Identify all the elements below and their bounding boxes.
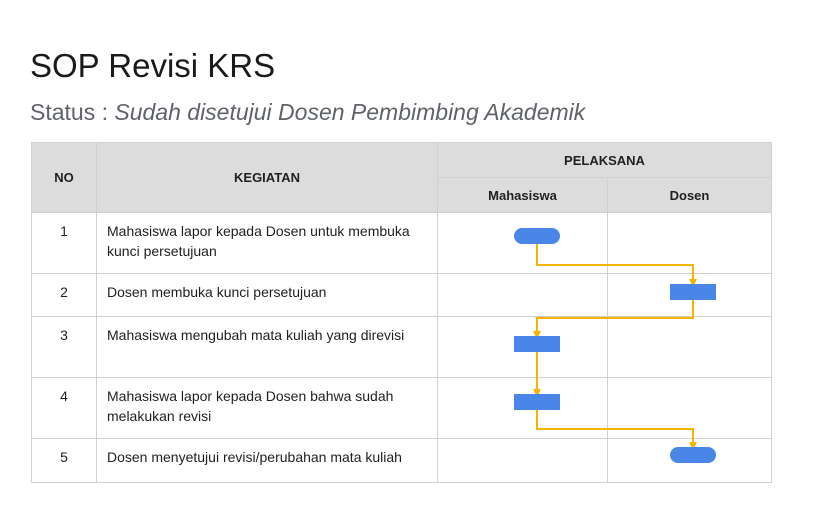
sop-table (31, 142, 772, 483)
lane-mahasiswa-cell (438, 274, 608, 317)
document-status (30, 96, 585, 128)
row-activity: Mahasiswa mengubah mata kuliah yang direvisi (97, 317, 438, 378)
header-activity: KEGIATAN (97, 143, 438, 213)
lane-dosen-cell (608, 439, 772, 483)
row-number: 3 (32, 317, 97, 378)
lane-mahasiswa-cell (438, 317, 608, 378)
table-row (32, 317, 772, 378)
lane-mahasiswa-cell (438, 378, 608, 439)
table-row (32, 378, 772, 439)
row-number: 5 (32, 439, 97, 483)
row-activity: Mahasiswa lapor kepada Dosen untuk membuka kunci persetujuan (97, 213, 438, 274)
lane-mahasiswa-cell (438, 213, 608, 274)
row-number: 2 (32, 274, 97, 317)
lane-mahasiswa-cell (438, 439, 608, 483)
header-no: NO (32, 143, 97, 213)
header-executor-mahasiswa: Mahasiswa (438, 178, 608, 213)
lane-dosen-cell (608, 274, 772, 317)
header-executor-dosen: Dosen (608, 178, 772, 213)
row-activity: Mahasiswa lapor kepada Dosen bahwa sudah melakukan revisi (97, 378, 438, 439)
table-row (32, 213, 772, 274)
row-activity: Dosen membuka kunci persetujuan (97, 274, 438, 317)
lane-dosen-cell (608, 317, 772, 378)
status-value: Sudah disetujui Dosen Pembimbing Akademik (114, 99, 586, 125)
row-number: 1 (32, 213, 97, 274)
lane-dosen-cell (608, 378, 772, 439)
table-row (32, 439, 772, 483)
header-executor: PELAKSANA (438, 143, 772, 178)
status-label: Status : (30, 99, 115, 125)
table-row (32, 274, 772, 317)
row-number: 4 (32, 378, 97, 439)
row-activity: Dosen menyetujui revisi/perubahan mata kuliah (97, 439, 438, 483)
lane-dosen-cell (608, 213, 772, 274)
document-title: SOP Revisi KRS (30, 47, 276, 84)
